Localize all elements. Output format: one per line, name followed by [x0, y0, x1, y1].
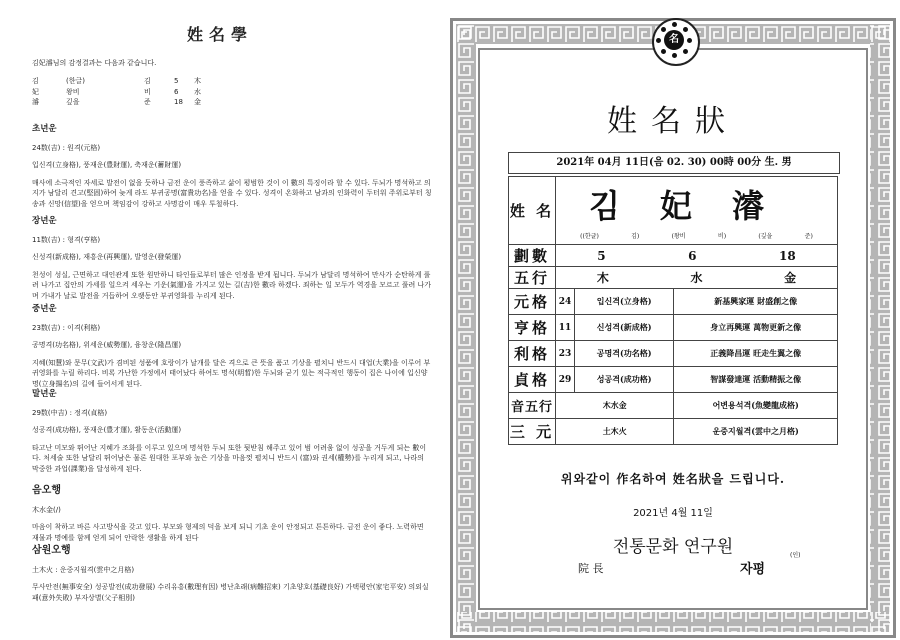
- section-body: 타고난 미모와 뛰어난 지혜가 조화를 이루고 있으며 명석한 두뇌 또한 뒷받침 해주고 있어 범 어려움 없이 성공을 거두게 되는 數이다. 처세술 또한 남달리 뛰어남은 물론 원대한 포부와 높은 기상을 마음껏 펼치니 반드시 (富)와 권세(權勢)를 누리게 되고, 나라의 막중한 과업(課業)을 달성하게 된다.: [32, 443, 427, 473]
- elements-label: 五行: [509, 267, 556, 289]
- late-fortune-section: [32, 389, 432, 481]
- section-traits: 공명격(功名格), 위세운(威勢運), 융창운(隆昌運): [32, 341, 182, 349]
- section-traits: 성공격(成功格), 풍재운(豊才運), 활동운(活動運): [32, 426, 182, 434]
- section-heading: 장년운: [32, 216, 57, 226]
- emblem-icon: [652, 18, 700, 66]
- name-row: 妃 왕비 비 6 水: [32, 87, 201, 96]
- stroke-values: 5 6 18: [597, 248, 796, 263]
- grid-row: 亨格 11 신성격(新成格) 身立再興運 萬物更新之像: [509, 315, 838, 341]
- name-label: 姓 名: [509, 177, 556, 245]
- section-sub: 11数(吉) : 형격(亨格): [32, 235, 101, 244]
- director-title: 院 長: [578, 562, 604, 575]
- page-title: 姓名學: [186, 25, 253, 44]
- seal-mark: (인): [790, 552, 801, 559]
- certificate-page: [448, 0, 900, 640]
- full-name: 김妃濬: [589, 187, 804, 225]
- grid-row: 利格 23 공명격(功名格) 正義降昌運 旺走生翼之像: [509, 341, 838, 367]
- section-sub: 24数(吉) : 원격(元格): [32, 143, 101, 152]
- grid-row: 貞格 29 성공격(成功格) 智謀發達運 活動精振之像: [509, 367, 838, 393]
- section-sub: 土木火 : 운중지월격(雲中之月格): [32, 565, 135, 574]
- section-sub: 木水金(/): [32, 505, 61, 514]
- early-fortune-section: [32, 124, 432, 216]
- section-heading: 음오행: [32, 485, 61, 496]
- certificate-title: 姓名狀: [607, 104, 739, 139]
- section-sub: 23数(吉) : 이격(利格): [32, 323, 101, 332]
- samwon-row: 三 元 土木火 운중지월격(雲中之月格): [509, 419, 838, 445]
- section-heading: 중년운: [32, 304, 57, 314]
- section-traits: 신성격(新成格), 재흥운(再興運), 발영운(發榮運): [32, 253, 182, 261]
- name-char-table: [32, 76, 201, 108]
- section-heading: 초년운: [32, 124, 57, 134]
- strokes-row: [509, 245, 838, 267]
- name-readings: ((한글) 김) (왕비 비) (깊을 준): [580, 233, 813, 240]
- samwon-section: [32, 546, 432, 610]
- section-heading: 삼원오행: [32, 545, 71, 556]
- section-body: 무사안전(無事安全) 성공발전(成功發展) 수리유흥(數理有因) 병난초래(病難招來) 기초양호(基礎良好) 가택평안(家宅平安) 의외실패(意外失敗) 부자상별(父子相別): [32, 583, 429, 602]
- name-row: [509, 177, 838, 245]
- institute-name: 전통문화 연구원: [612, 537, 734, 557]
- name-cell: [556, 177, 838, 245]
- section-traits: 입신격(立身格), 풍재운(豊財運), 축재운(蓄財運): [32, 161, 182, 169]
- director-name: 자평: [740, 562, 766, 577]
- birth-date-line: 2021年 04月 11日(음 02. 30) 00時 00分 生. 男: [508, 152, 840, 174]
- closing-statement: 위와같이 作名하여 姓名狀을 드립니다.: [560, 472, 786, 486]
- section-sub: 29数(中吉) : 정격(貞格): [32, 408, 108, 417]
- middle-fortune-section: [32, 304, 432, 396]
- intro-text: 김妃濬님의 감정결과는 다음과 같습니다.: [32, 59, 157, 67]
- section-body: 지혜(知慧)와 문무(文武)가 겸비된 성품에 호랑이가 날개를 달은 격으로 큰 뜻을 품고 기상을 펼치니 반드시 대업(大業)을 이루어 부귀영화를 누릴 하리다. 비록 가난한 가정에서 태어났다 하여도 명석(明晳)한 두뇌와 굳기 있는 적극적인 행동이 집은 나이에 입신양명(立身揚名)의 길에 들어서게 된다.: [32, 358, 431, 388]
- sound-row: 音五行 木水金 어변용석격(魚變龍成格): [509, 393, 838, 419]
- element-values: 木 水 金: [596, 271, 797, 285]
- emblem-char: 名: [664, 30, 684, 50]
- prime-fortune-section: [32, 216, 432, 308]
- section-heading: 말년운: [32, 389, 57, 399]
- analysis-page: [0, 0, 440, 640]
- section-body: 매사에 소극적인 자세로 발전이 없을 듯하나 금전 운이 풍족하고 삶이 평범한 것이 이 數의 특징이라 할 수 있다. 두뇌가 명석하고 의지가 남달리 견고(堅固)하여 늦게 라도 부귀공명(富貴功名)을 얻을 수 있다. 성격이 온화하고 남과의 인화력이 두터워 주위로부터 칭송과 신망(信望)을 얻으며 책임감이 강하고 사명감이 매우 투철하다.: [32, 178, 432, 208]
- name-row: 김 (한글) 김 5 木: [32, 77, 201, 85]
- certificate-table: [508, 176, 838, 445]
- strokes-label: 劃數: [509, 245, 556, 267]
- issue-date: 2021년 4월 11일: [633, 508, 713, 519]
- grid-row: 元格 24 입신격(立身格) 新基興家運 財盛創之像: [509, 289, 838, 315]
- sound-element-section: [32, 486, 432, 550]
- name-row: 濬 깊을 준 18 金: [32, 98, 201, 106]
- section-body: 천성이 성실, 근면하고 대인관계 또한 원만하니 타인들로부터 많은 인정을 받게 됩니다. 두뇌가 남달리 명석하여 만사가 순탄하게 풀려 나가고 집안의 가세를 일으켜 세우는 기운(氣運)을 가지고 있는 길(吉)한 數라 하겠다. 죄하는 일 모두가 역경을 모르고 풀려 나가며 가내가 날로 발전을 거듭하여 오랫동안 부귀영화를 누리게 된다.: [32, 270, 432, 300]
- section-body: 마음이 착하고 바른 사고방식을 갖고 있다. 부모와 형제의 덕을 보게 되니 기초 운이 안정되고 튼튼하다. 금전 운이 좋다. 노력하면 재물과 명예를 함께 얻게 되어 안락한 생활을 하게 된다: [32, 523, 424, 542]
- elements-row: [509, 267, 838, 289]
